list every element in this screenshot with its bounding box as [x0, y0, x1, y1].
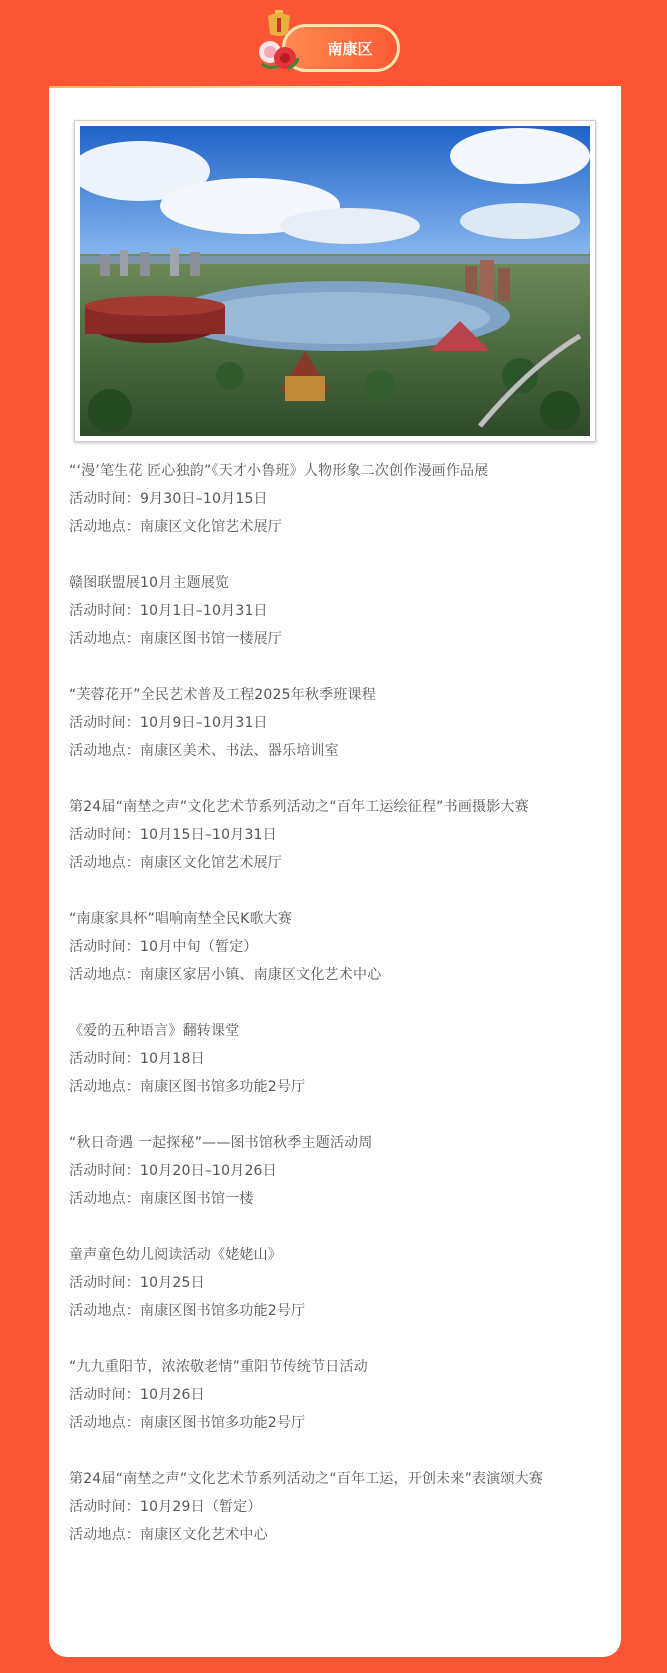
section-header [0, 0, 667, 90]
district-badge-label: 南康区 [327, 39, 373, 58]
event-place: 活动地点：南康区图书馆一楼 [69, 1191, 254, 1207]
event-item [69, 1129, 599, 1213]
event-place: 活动地点：南康区文化馆艺术展厅 [69, 519, 282, 535]
event-time: 活动时间：10月15日–10月31日 [69, 827, 277, 843]
event-time: 活动时间：10月26日 [69, 1387, 205, 1403]
city-landscape-image [80, 126, 590, 436]
event-place: 活动地点：南康区图书馆多功能2号厅 [69, 1079, 306, 1095]
event-title: “芙蓉花开”全民艺术普及工程2025年秋季班课程 [69, 687, 376, 703]
event-title: “秋日奇遇 一起探秘”——图书馆秋季主题活动周 [69, 1135, 373, 1151]
peony-lantern-icon [256, 8, 302, 74]
photo-frame [74, 120, 596, 442]
event-place: 活动地点：南康区图书馆一楼展厅 [69, 631, 282, 647]
events-card [49, 88, 621, 1657]
event-item [69, 457, 599, 541]
event-item [69, 1465, 599, 1549]
event-time: 活动时间：10月29日（暂定） [69, 1499, 262, 1515]
event-title: 第24届“南埜之声”文化艺术节系列活动之“百年工运绘征程”书画摄影大赛 [69, 799, 529, 815]
event-title: “‘漫’笔生花 匠心独韵”《天才小鲁班》人物形象二次创作漫画作品展 [69, 463, 489, 479]
event-item [69, 905, 599, 989]
event-item [69, 793, 599, 877]
event-item [69, 1241, 599, 1325]
event-time: 活动时间：10月18日 [69, 1051, 205, 1067]
event-place: 活动地点：南康区美术、书法、器乐培训室 [69, 743, 339, 759]
event-title: “南康家具杯”唱响南埜全民K歌大赛 [69, 911, 293, 927]
event-item [69, 569, 599, 653]
event-title: 童声童色幼儿阅读活动《姥姥山》 [69, 1247, 282, 1263]
event-list [69, 457, 599, 1577]
event-time: 活动时间：10月9日–10月31日 [69, 715, 268, 731]
event-title: 赣图联盟展10月主题展览 [69, 575, 230, 591]
event-time: 活动时间：10月20日–10月26日 [69, 1163, 277, 1179]
event-time: 活动时间：10月1日–10月31日 [69, 603, 268, 619]
event-place: 活动地点：南康区文化艺术中心 [69, 1527, 268, 1543]
event-title: “九九重阳节，浓浓敬老情”重阳节传统节日活动 [69, 1359, 368, 1375]
event-time: 活动时间：9月30日–10月15日 [69, 491, 268, 507]
event-time: 活动时间：10月中旬（暂定） [69, 939, 258, 955]
event-title: 《爱的五种语言》翻转课堂 [69, 1023, 240, 1039]
event-place: 活动地点：南康区文化馆艺术展厅 [69, 855, 282, 871]
event-item [69, 1017, 599, 1101]
event-item [69, 681, 599, 765]
event-place: 活动地点：南康区家居小镇、南康区文化艺术中心 [69, 967, 382, 983]
event-place: 活动地点：南康区图书馆多功能2号厅 [69, 1303, 306, 1319]
event-title: 第24届“南埜之声”文化艺术节系列活动之“百年工运，开创未来”表演颂大赛 [69, 1471, 544, 1487]
event-item [69, 1353, 599, 1437]
event-place: 活动地点：南康区图书馆多功能2号厅 [69, 1415, 306, 1431]
event-time: 活动时间：10月25日 [69, 1275, 205, 1291]
